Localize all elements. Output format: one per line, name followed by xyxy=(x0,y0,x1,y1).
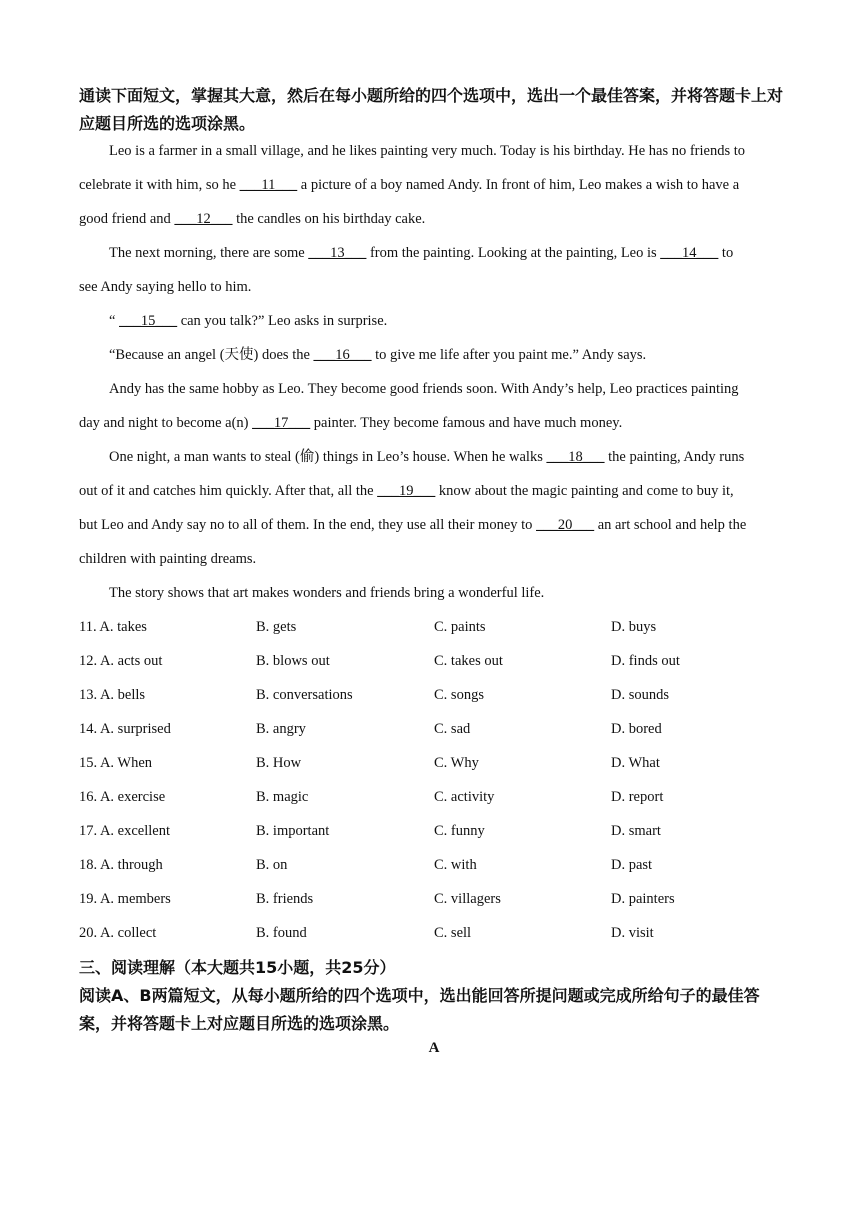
blank-17: ___17___ xyxy=(252,415,311,431)
blank-15: ___15___ xyxy=(119,313,178,329)
passage-line: The next morning, there are some ___13___ from the painting. Looking at the painting, Leo is ___14___ to xyxy=(109,245,734,261)
option-row: 16. A. exercise B. magic C. activity D. report xyxy=(79,789,664,805)
option-row: 12. A. acts out B. blows out C. takes out D. finds out xyxy=(79,653,680,669)
blank-12: ___12___ xyxy=(174,211,233,227)
passage-line: “ ___15___ can you talk?” Leo asks in surprise. xyxy=(109,313,388,329)
cloze-instruction: 通读下面短文，掌握其大意，然后在每小题所给的四个选项中，选出一个最佳答案，并将答题卡上对应题目所选的选项涂黑。 xyxy=(79,86,784,133)
passage-line: but Leo and Andy say no to all of them. In the end, they use all their money to ___20___ an art school and help the xyxy=(79,517,747,533)
passage-line: Andy has the same hobby as Leo. They become good friends soon. With Andy’s help, Leo practices painting xyxy=(109,381,739,397)
passage-line: day and night to become a(n) ___17___ painter. They become famous and have much money. xyxy=(79,415,623,431)
option-row: 19. A. members B. friends C. villagers D. painters xyxy=(79,891,675,907)
section-title: 三、阅读理解（本大题共15小题，共25分） xyxy=(79,958,396,977)
option-row: 18. A. through B. on C. with D. past xyxy=(79,857,653,873)
blank-18: ___18___ xyxy=(546,449,605,465)
passage-line: Leo is a farmer in a small village, and he likes painting very much. Today is his birthday. He has no friends to xyxy=(109,143,746,159)
part-label: A xyxy=(428,1040,440,1056)
option-row: 14. A. surprised B. angry C. sad D. bored xyxy=(79,721,662,737)
option-row: 11. A. takes B. gets C. paints D. buys xyxy=(79,619,657,635)
passage-line: see Andy saying hello to him. xyxy=(79,279,252,295)
passage-line: out of it and catches him quickly. After that, all the ___19___ know about the magic painting and come to buy it, xyxy=(79,483,734,499)
option-row: 13. A. bells B. conversations C. songs D. sounds xyxy=(79,687,670,703)
option-row: 17. A. excellent B. important C. funny D. smart xyxy=(79,823,661,839)
blank-14: ___14___ xyxy=(660,245,719,261)
blank-13: ___13___ xyxy=(308,245,367,261)
blank-16: ___16___ xyxy=(313,347,372,363)
passage-line: “Because an angel (天使) does the ___16___ to give me life after you paint me.” Andy says. xyxy=(109,347,647,363)
blank-19: ___19___ xyxy=(377,483,436,499)
section-instruction: 阅读A、B两篇短文，从每小题所给的四个选项中，选出能回答所提问题或完成所给句子的最佳答案，并将答题卡上对应题目所选的选项涂黑。 xyxy=(79,986,760,1033)
blank-11: ___11___ xyxy=(239,177,298,193)
option-row: 15. A. When B. How C. Why D. What xyxy=(79,755,660,771)
passage-line: The story shows that art makes wonders and friends bring a wonderful life. xyxy=(109,585,545,601)
passage-line: celebrate it with him, so he ___11___ a picture of a boy named Andy. In front of him, Leo makes a wish to have a xyxy=(79,177,740,193)
passage-line: One night, a man wants to steal (偷) things in Leo’s house. When he walks ___18___ the painting, Andy runs xyxy=(109,449,745,465)
passage-line: good friend and ___12___ the candles on his birthday cake. xyxy=(79,211,426,227)
blank-20: ___20___ xyxy=(536,517,595,533)
option-row: 20. A. collect B. found C. sell D. visit xyxy=(79,925,654,941)
passage-line: children with painting dreams. xyxy=(79,551,257,567)
